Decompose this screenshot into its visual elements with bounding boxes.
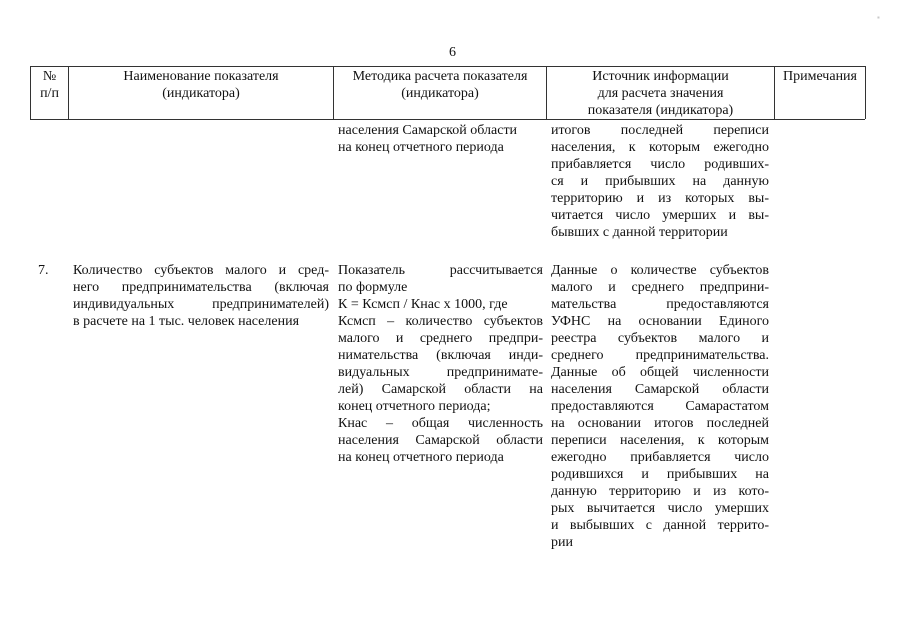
row7-source — [551, 262, 769, 551]
continuation-source-line: ся и прибывших на данную — [551, 174, 769, 189]
continuation-source-line: итогов последней переписи — [551, 123, 769, 138]
header-name-line-1: Наименование показателя — [123, 69, 279, 84]
header-name — [69, 68, 333, 102]
row7-name-line: него предпринимательства (включая — [73, 280, 329, 295]
continuation-source-line: территорию и из которых вы- — [551, 191, 769, 206]
row7-source-line: данную территорию и из кото- — [551, 484, 769, 499]
row7-source-line: и выбывших с данной террито- — [551, 518, 769, 533]
header-num-line-2: п/п — [40, 86, 59, 101]
row7-method-line: лей) Самарской области на — [338, 382, 543, 397]
row7-source-line: предоставляются Самарастатом — [551, 399, 769, 414]
header-name-line-2: (индикатора) — [162, 86, 240, 101]
row7-source-line: УФНС на основании Единого — [551, 314, 769, 329]
row7-source-line: Данные об общей численности — [551, 365, 769, 380]
row7-method-line: населения Самарской области — [338, 433, 543, 448]
continuation-source — [551, 122, 769, 241]
row7-method-line: К = Ксмсп / Кнас х 1000, где — [338, 297, 508, 312]
row7-name-line: в расчете на 1 тыс. человек населения — [73, 314, 300, 329]
continuation-source-line: бывших с данной территории — [551, 225, 728, 240]
continuation-method — [338, 122, 543, 156]
row7-source-line: на основании итогов последней — [551, 416, 769, 431]
row7-source-line: населения Самарской области — [551, 382, 769, 397]
table-header-bottom-border — [30, 119, 865, 120]
page-number: 6 — [449, 45, 456, 60]
header-source-line-3: показателя (индикатора) — [587, 103, 734, 118]
row7-source-line: Данные о количестве субъектов — [551, 263, 769, 278]
header-method-line-1: Методика расчета показателя — [352, 69, 528, 84]
row7-method-line: Ксмсп – количество субъектов — [338, 314, 543, 329]
header-notes-line-1: Примечания — [782, 69, 857, 84]
row7-method-line: конец отчетного периода; — [338, 399, 491, 414]
table-top-border — [30, 66, 865, 67]
row7-source-line: среднего предпринимательства. — [551, 348, 769, 363]
continuation-source-line: населения, к которым ежегодно — [551, 140, 769, 155]
header-notes — [775, 68, 865, 85]
row7-name-line: индивидуальных предпринимателей) — [73, 297, 329, 312]
row7-method-line: видуальных предпринимате- — [338, 365, 543, 380]
row7-num: 7. — [38, 263, 49, 278]
row7-method-line: малого и среднего предпри- — [338, 331, 543, 346]
row7-source-line: родившихся и прибывших на — [551, 467, 769, 482]
row7-method-line: нимательства (включая инди- — [338, 348, 543, 363]
row7-method-line: Показатель рассчитывается — [338, 263, 543, 278]
row7-method-line: Кнас – общая численность — [338, 416, 543, 431]
header-source — [547, 68, 774, 119]
header-source-line-2: для расчета значения — [597, 86, 724, 101]
row7-name — [73, 262, 329, 330]
header-method-line-2: (индикатора) — [401, 86, 479, 101]
row7-source-line: мательства предоставляются — [551, 297, 769, 312]
header-num-line-1: № — [42, 69, 57, 84]
row7-method — [338, 262, 543, 466]
row7-method-line: на конец отчетного периода — [338, 450, 504, 465]
row7-source-line: ежегодно прибавляется число — [551, 450, 769, 465]
corner-mark: ▪ — [877, 13, 880, 22]
row7-source-line: реестра субъектов малого и — [551, 331, 769, 346]
continuation-source-line: прибавляется число родивших- — [551, 157, 769, 172]
row7-source-line: рии — [551, 535, 573, 550]
table-right-border — [865, 66, 866, 119]
header-method — [334, 68, 546, 102]
header-num — [31, 68, 68, 102]
row7-source-line: малого и среднего предприни- — [551, 280, 769, 295]
header-source-line-1: Источник информации — [592, 69, 729, 84]
continuation-source-line: читается число умерших и вы- — [551, 208, 769, 223]
row7-method-line: по формуле — [338, 280, 408, 295]
continuation-method-line: на конец отчетного периода — [338, 140, 504, 155]
row7-source-line: рых вычитается число умерших — [551, 501, 769, 516]
row7-name-line: Количество субъектов малого и сред- — [73, 263, 329, 278]
continuation-method-line: населения Самарской области — [338, 123, 518, 138]
row7-source-line: переписи населения, к которым — [551, 433, 769, 448]
